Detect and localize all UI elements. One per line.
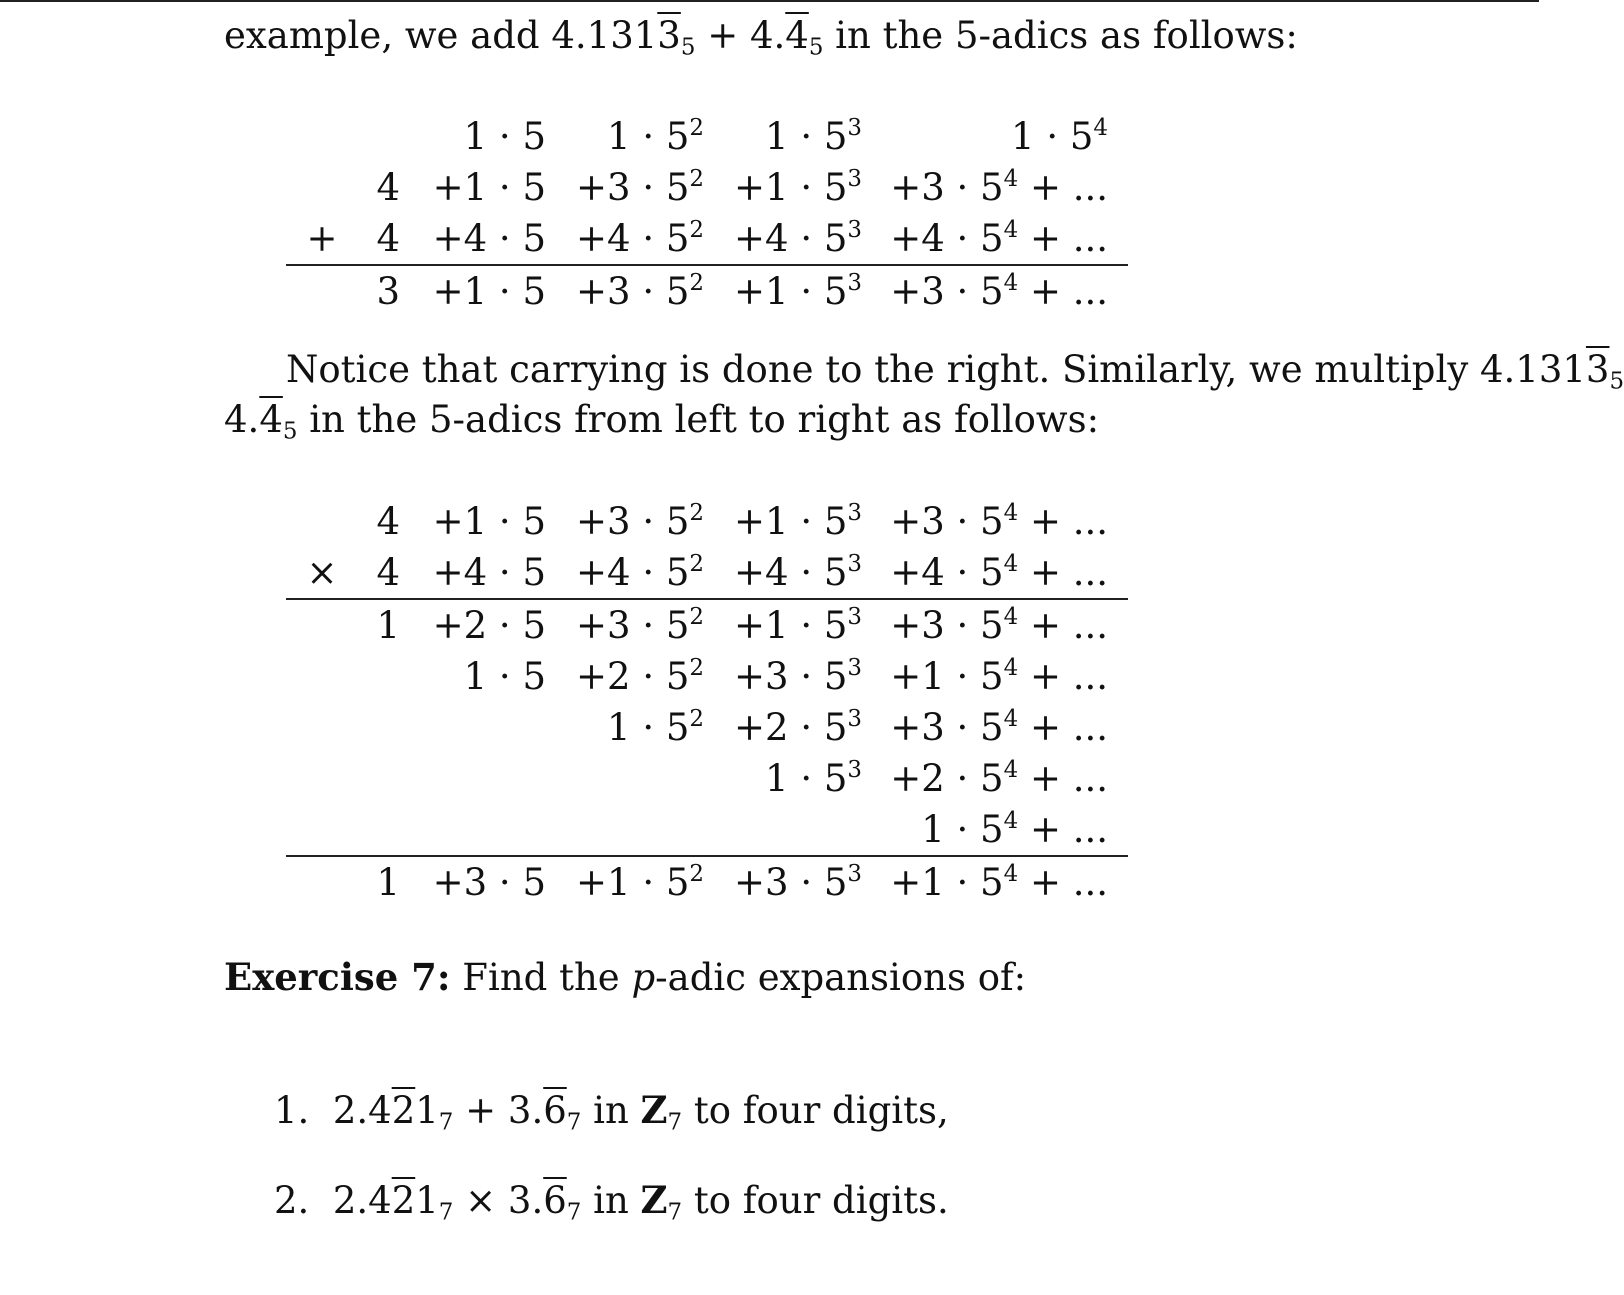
table-cell: $1 \cdot 5^2$: [607, 114, 704, 158]
table-cell: $+4 \cdot 5^4$ + ...: [890, 550, 1108, 594]
table-cell: $+3 \cdot 5^4$ + ...: [890, 499, 1108, 543]
table-cell: $+1 \cdot 5^4$ + ...: [890, 654, 1108, 698]
table-cell: $+3 \cdot 5^2$: [576, 603, 704, 647]
table-cell: $+3 \cdot 5^2$: [576, 165, 704, 209]
table-cell: 1 · 5: [463, 655, 546, 698]
addition-table: [286, 111, 1128, 317]
table-cell: 3: [376, 270, 400, 313]
table-cell: +1 · 5: [432, 500, 546, 543]
table-cell: $+2 \cdot 5^2$: [576, 654, 704, 698]
table-cell: $+4 \cdot 5^3$: [734, 550, 862, 594]
table-cell: 4: [376, 500, 400, 543]
table-row: [286, 547, 1128, 598]
table-cell: $+1 \cdot 5^3$: [734, 603, 862, 647]
table-cell: ×: [306, 551, 338, 594]
notice-line-1: Notice that carrying is done to the right. Similarly, we multiply $4.1313_5$: [286, 348, 1624, 395]
intro-line: example, we add $4.1313_5 + 4.4_5$ in the 5-adics as follows:: [224, 14, 1298, 61]
top-cut-rule: [0, 0, 1539, 3]
table-cell: $+3 \cdot 5^2$: [576, 499, 704, 543]
table-cell: +1 · 5: [432, 270, 546, 313]
table-cell: $+2 \cdot 5^3$: [734, 705, 862, 749]
table-cell: $+3 \cdot 5^2$: [576, 269, 704, 313]
table-row: [286, 600, 1128, 651]
multiplication-table: [286, 496, 1128, 908]
table-row: [286, 111, 1128, 162]
table-row: [286, 496, 1128, 547]
table-row: [286, 804, 1128, 855]
table-row: [286, 213, 1128, 264]
table-cell: $+3 \cdot 5^4$ + ...: [890, 705, 1108, 749]
table-cell: $+4 \cdot 5^3$: [734, 216, 862, 260]
table-cell: +3 · 5: [432, 861, 546, 904]
table-row: [286, 702, 1128, 753]
table-cell: $+3 \cdot 5^3$: [734, 860, 862, 904]
table-cell: $1 \cdot 5^4$: [1011, 114, 1108, 158]
table-row: [286, 753, 1128, 804]
table-cell: $+2 \cdot 5^4$ + ...: [890, 756, 1108, 800]
table-cell: $+1 \cdot 5^3$: [734, 499, 862, 543]
table-cell: 4: [376, 551, 400, 594]
table-cell: $1 \cdot 5^3$: [765, 756, 862, 800]
table-cell: $+1 \cdot 5^3$: [734, 269, 862, 313]
table-row: [286, 651, 1128, 702]
exercise-item-1: 1. $2.421_7 + 3.6_7$ in $Z_7$ to four digits,: [274, 1088, 949, 1136]
table-cell: $+3 \cdot 5^3$: [734, 654, 862, 698]
table-cell: $+4 \cdot 5^2$: [576, 216, 704, 260]
table-row: [286, 162, 1128, 213]
table-cell: $+1 \cdot 5^2$: [576, 860, 704, 904]
table-cell: $+3 \cdot 5^4$ + ...: [890, 269, 1108, 313]
table-cell: $+4 \cdot 5^2$: [576, 550, 704, 594]
notice-line-2: $4.4_5$ in the 5-adics from left to right as follows:: [224, 398, 1100, 445]
table-cell: $+4 \cdot 5^4$ + ...: [890, 216, 1108, 260]
table-cell: $+3 \cdot 5^4$ + ...: [890, 603, 1108, 647]
exercise-heading: Exercise 7: Find the p-adic expansions of:: [224, 955, 1027, 999]
table-cell: 4: [376, 217, 400, 260]
table-row: [286, 857, 1128, 908]
table-cell: +4 · 5: [432, 217, 546, 260]
exercise-item-2: 2. $2.421_7 \times 3.6_7$ in $Z_7$ to four digits.: [274, 1178, 949, 1226]
table-cell: $+1 \cdot 5^3$: [734, 165, 862, 209]
table-cell: +: [306, 217, 338, 260]
table-cell: 1 · 5: [463, 115, 546, 158]
table-cell: +2 · 5: [432, 604, 546, 647]
table-cell: $+3 \cdot 5^4$ + ...: [890, 165, 1108, 209]
table-cell: $1 \cdot 5^4$ + ...: [921, 807, 1108, 851]
table-cell: $1 \cdot 5^3$: [765, 114, 862, 158]
table-row: [286, 266, 1128, 317]
table-cell: 1: [376, 604, 400, 647]
table-cell: $1 \cdot 5^2$: [607, 705, 704, 749]
table-cell: $+1 \cdot 5^4$ + ...: [890, 860, 1108, 904]
table-cell: 1: [376, 861, 400, 904]
table-cell: +4 · 5: [432, 551, 546, 594]
table-cell: 4: [376, 166, 400, 209]
table-cell: +1 · 5: [432, 166, 546, 209]
